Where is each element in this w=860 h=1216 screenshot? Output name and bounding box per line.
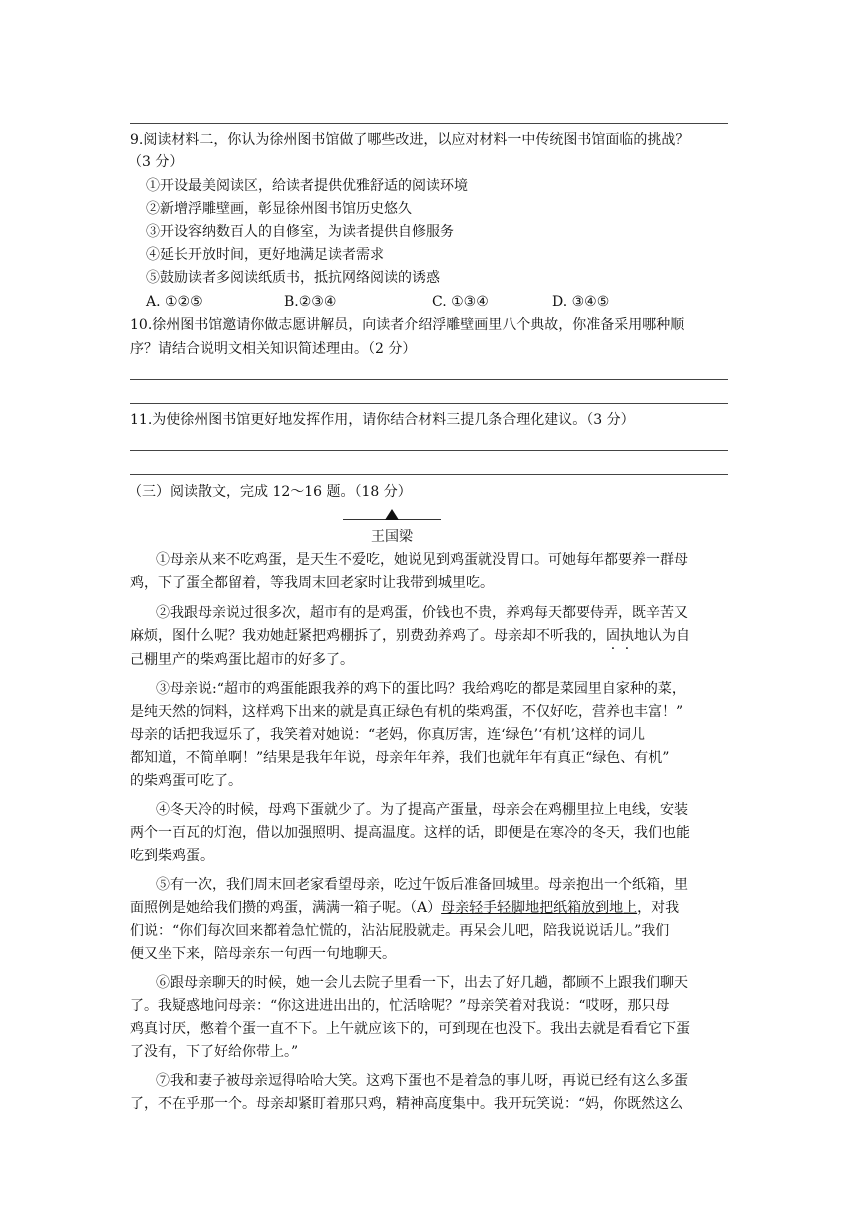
q9-item: ④延长开放时间，更好地满足读者需求 [146,247,384,263]
paragraph-line: 麻烦，图什么呢？我劝她赶紧把鸡棚拆了，别费劲养鸡了。母亲却不听我的，固执地认为自 [130,628,690,644]
paragraph-line: 己棚里产的柴鸡蛋比超市的好多了。 [130,652,354,668]
paragraph-line: ④冬天冷的时候，母鸡下蛋就少了。为了提高产蛋量，母亲会在鸡棚里拉上电线，安装 [156,802,688,818]
q9-item: ②新增浮雕壁画，彰显徐州图书馆历史悠久 [146,201,412,217]
paragraph-line: 鸡，下了蛋全都留着，等我周末回老家时让我带到城里吃。 [130,575,494,591]
section3-heading: （三）阅读散文，完成 12～16 题。（18 分） [128,484,412,500]
answer-line [130,379,728,380]
triangle-icon [385,509,399,520]
paragraph-line: 两个一百瓦的灯泡，借以加强照明、提高温度。这样的话，即便是在寒冷的冬天，我们也能 [130,825,690,841]
q10-line1: 10.徐州图书馆邀请你做志愿讲解员，向读者介绍浮雕壁画里八个典故，你准备采用哪种顺 [130,317,685,333]
top-rule [130,123,728,124]
paragraph-line: 是纯天然的饲料，这样鸡下出来的就是真正绿色有机的柴鸡蛋，不仅好吃，营养也丰富！” [130,704,684,720]
q9-line1: 9.阅读材料二，你认为徐州图书馆做了哪些改进，以应对材料一中传统图书馆面临的挑战？ [130,132,690,148]
q9-item: ⑤鼓励读者多阅读纸质书，抵抗网络阅读的诱惑 [146,270,440,286]
answer-line [130,450,728,451]
q9-item: ①开设最美阅读区，给读者提供优雅舒适的阅读环境 [146,178,468,194]
paragraph-line: 都知道，不简单啊！”结果是我年年说，母亲年年养，我们也就年年有真正“绿色、有机” [130,750,670,766]
essay-author: 王国梁 [371,529,413,545]
paragraph-line: 的柴鸡蛋可吃了。 [130,773,242,789]
emphasis-char: 固 [606,628,620,644]
q9-item: ③开设容纳数百人的自修室，为读者提供自修服务 [146,224,454,240]
paragraph-line: 了。我疑惑地问母亲：“你这进进出出的，忙活啥呢？”母亲笑着对我说：“哎呀，那只母 [130,998,670,1014]
paragraph-line: ⑤有一次，我们周末回老家看望母亲，吃过午饭后准备回城里。母亲抱出一个纸箱，里 [156,877,688,893]
paragraph-line: 了没有，下了好给你带上。” [130,1044,299,1060]
paragraph-line: 了，不在乎那一个。母亲却紧盯着那只鸡，精神高度集中。我开玩笑说：“妈，你既然这么 [130,1096,684,1112]
q11-line1: 11.为使徐州图书馆更好地发挥作用，请你结合材料三提几条合理化建议。（3 分） [130,412,635,428]
q9-option-a: A. ①②⑤ [146,294,203,310]
paragraph-line: 母亲的话把我逗乐了，我笑着对她说：“老妈，你真厉害，连‘绿色’‘有机’这样的词儿 [130,727,645,743]
paragraph-line: ⑥跟母亲聊天的时候，她一会儿去院子里看一下，出去了好几趟，都顾不上跟我们聊天 [156,975,688,991]
answer-line [130,403,728,404]
paragraph-line: 面照例是她给我们攒的鸡蛋，满满一箱子呢。（A）母亲轻手轻脚地把纸箱放到地上，对我 [130,900,680,916]
q9-option-b: B.②③④ [284,294,337,310]
paragraph-line: ②我跟母亲说过很多次，超市有的是鸡蛋，价钱也不贵，养鸡每天都要侍弄，既辛苦又 [156,605,688,621]
underlined-sentence-a: 母亲轻手轻脚地把纸箱放到地上 [441,900,638,916]
paragraph-line: ①母亲从来不吃鸡蛋，是天生不爱吃，她说见到鸡蛋就没胃口。可她每年都要养一群母 [156,552,688,568]
paragraph-line: 们说：“你们每次回来都着急忙慌的，沾沾屁股就走。再呆会儿吧，陪我说说话儿。”我们 [130,923,670,939]
q9-option-c: C. ①③④ [432,294,489,310]
q9-line2: （3 分） [128,154,184,170]
q10-line2: 序？请结合说明文相关知识简述理由。（2 分） [130,341,417,357]
q9-option-d: D. ③④⑤ [552,294,610,310]
paragraph-line: ③母亲说:“超市的鸡蛋能跟我养的鸡下的蛋比吗？我给鸡吃的都是菜园里自家种的菜， [156,681,686,697]
paragraph-line: 便又坐下来，陪母亲东一句西一句地聊天。 [130,946,396,962]
essay-title-placeholder [343,508,441,524]
paragraph-line: 吃到柴鸡蛋。 [130,848,214,864]
paragraph-line: ⑦我和妻子被母亲逗得哈哈大笑。这鸡下蛋也不是着急的事儿呀，再说已经有这么多蛋 [156,1073,688,1089]
paragraph-line: 鸡真讨厌，憋着个蛋一直不下。上午就应该下的，可到现在也没下。我出去就是看看它下蛋 [130,1021,690,1037]
emphasis-char: 执 [620,628,634,644]
answer-line [130,474,728,475]
